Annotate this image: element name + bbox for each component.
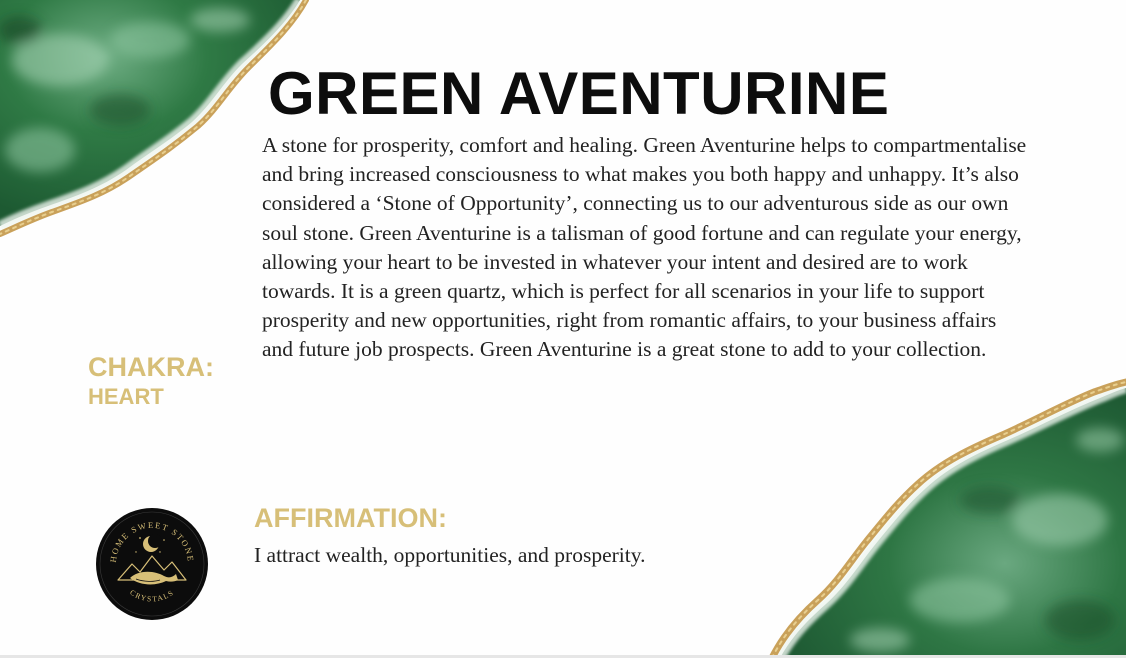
marble-top-left <box>0 0 306 234</box>
affirmation-heading: AFFIRMATION: <box>254 503 447 533</box>
marble-bottom-right <box>772 382 1126 658</box>
logo-bottom-text: CRYSTALS <box>128 587 176 604</box>
brand-logo <box>96 508 208 620</box>
stone-title: GREEN AVENTURINE <box>268 60 890 127</box>
chakra-heading: CHAKRA: <box>88 352 214 382</box>
stone-description: A stone for prosperity, comfort and healing. Green Aventurine helps to compartmentalise and bring increased consciousness to what makes you both happy and unhappy. It’s also considered a ‘Stone of Opportunity’, connecting us to our adventurous side as our own soul stone. Green Aventurine is a talisman of good fortune and can regulate your energy, allowing your heart to be invested in whatever your intent and desired are to work towards. It is a green quartz, which is perfect for all scenarios in your life to support prosperity and new opportunities, right from romantic affairs, to your business affairs and future job prospects. Green Aventurine is a great stone to add to your collection. <box>262 133 1027 362</box>
affirmation-text: I attract wealth, opportunities, and prosperity. <box>254 543 646 567</box>
logo-top-text: HOME SWEET STONE <box>107 519 197 564</box>
chakra-value: HEART <box>88 384 164 409</box>
